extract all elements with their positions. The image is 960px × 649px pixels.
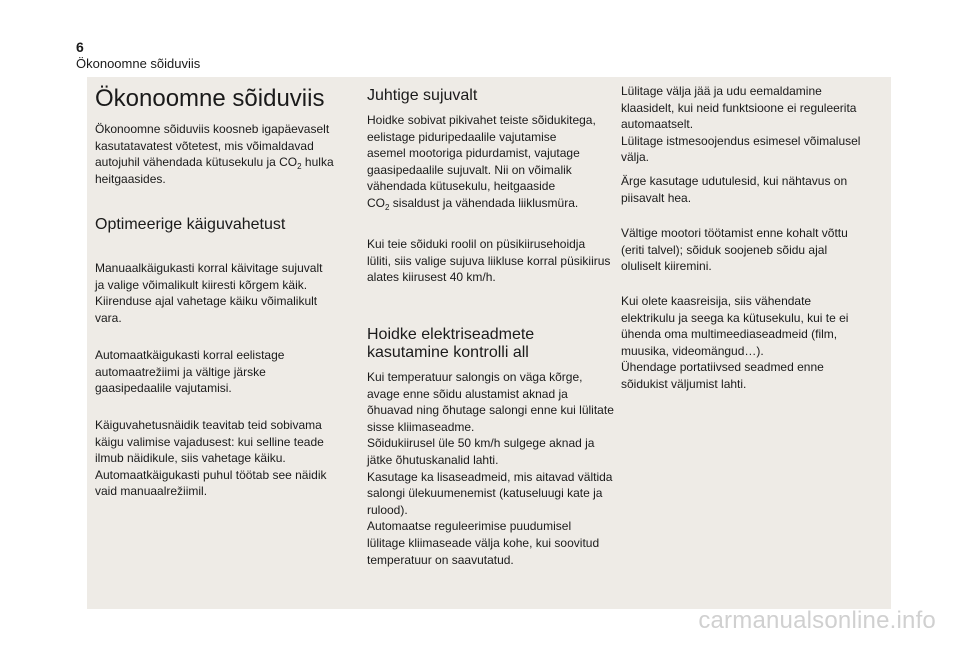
watermark: carmanualsonline.info [698, 607, 936, 634]
paragraph-manual-gearbox: Manuaalkäigukasti korral käivitage sujuvalt ja valige võimalikult kiiresti kõrgem käik. Kiirenduse ajal vahetage käiku võimalikult vara. [95, 261, 323, 325]
paragraph-engine-idle: Vältige mootori töötamist enne kohalt võttu (eriti talvel); sõiduk soojeneb sõidu ajal oluliselt kiiremini. [621, 226, 848, 274]
paragraph-fog-lights: Ärge kasutage udutulesid, kui nähtavus on piisavalt hea. [621, 174, 848, 205]
section-title-drive-smoothly: Juhtige sujuvalt [367, 87, 478, 104]
paragraph-smooth-driving [367, 112, 619, 212]
paragraph-passenger-devices: Kui olete kaasreisija, siis vähendate elektrikulu ja seega ka kütusekulu, kui te ei ühenda oma multimeediaseadmeid (film, muusika, videomängud…). Ühendage portatiivsed seadmed enne sõidukist väljumist lahti. [621, 294, 849, 391]
intro-subscript: 2 [297, 162, 302, 172]
intro-text-a: Ökonoomne sõiduviis koosneb igapäevaselt kasutatavatest võtetest, mis võimaldavad autojuhil vähendada kütusekulu ja CO [95, 122, 330, 170]
intro-paragraph [95, 121, 345, 187]
paragraph-auto-gearbox: Automaatkäigukasti korral eelistage automaatrežiimi ja vältige järske gaasipedaalile vajutamisi. [95, 348, 285, 396]
paragraph-defrost: Lülitage välja jää ja udu eemaldamine klaasidelt, kui neid funktsioone ei reguleerita automaatselt. Lülitage istmesoojendus esimesel võimalusel välja. [621, 84, 861, 165]
smooth-text-a: Hoidke sobivat pikivahet teiste sõidukitega, eelistage piduripedaalile vajutamise asemel mootoriga pidurdamist, vajutage gaasipedaalile sujuvalt. Nii on võimalik vähendada kütusekulu, heitgaaside CO [367, 113, 596, 210]
running-title: Ökonoomne sõiduviis [76, 56, 201, 71]
paragraph-gear-indicator: Käiguvahetusnäidik teavitab teid sobivama käigu valimise vajadusest: kui selline teade ilmub näidikule, siis vahetage käiku. Automaatkäigukasti puhul töötab see näidik vaid manuaalrežiimil. [95, 418, 327, 499]
paragraph-climate: Kui temperatuur salongis on väga kõrge, avage enne sõidu alustamist aknad ja õhuavad ning õhutage salongi enne kui lülitate sisse kliimaseadme. Sõidukiirusel üle 50 km/h sulgege aknad ja jätke õhutuskanalid lahti. Kasutage ka lisaseadmeid, mis aitavad vältida salongi ülekuumenemist (katuseluugi kate ja rulood). Automaatse reguleerimise puudumisel lülitage kliimaseade välja kohe, kui soovitud temperatuur on saavutatud. [367, 370, 614, 567]
smooth-subscript: 2 [385, 202, 390, 212]
section-title-electrical: Hoidke elektriseadmete kasutamine kontrolli all [367, 326, 535, 361]
section-title-gears: Optimeerige käiguvahetust [95, 216, 286, 233]
page-number: 6 [76, 39, 84, 55]
paragraph-cruise-control: Kui teie sõiduki roolil on püsikiirusehoidja lüliti, siis valige sujuva liikluse korral püsikiirus alates kiirusest 40 km/h. [367, 237, 611, 285]
content-panel [87, 77, 891, 609]
page-title: Ökonoomne sõiduviis [95, 85, 325, 112]
intro-text-b: hulka heitgaasides. [95, 155, 334, 186]
smooth-text-b: sisaldust ja vähendada liiklusmüra. [389, 195, 579, 210]
